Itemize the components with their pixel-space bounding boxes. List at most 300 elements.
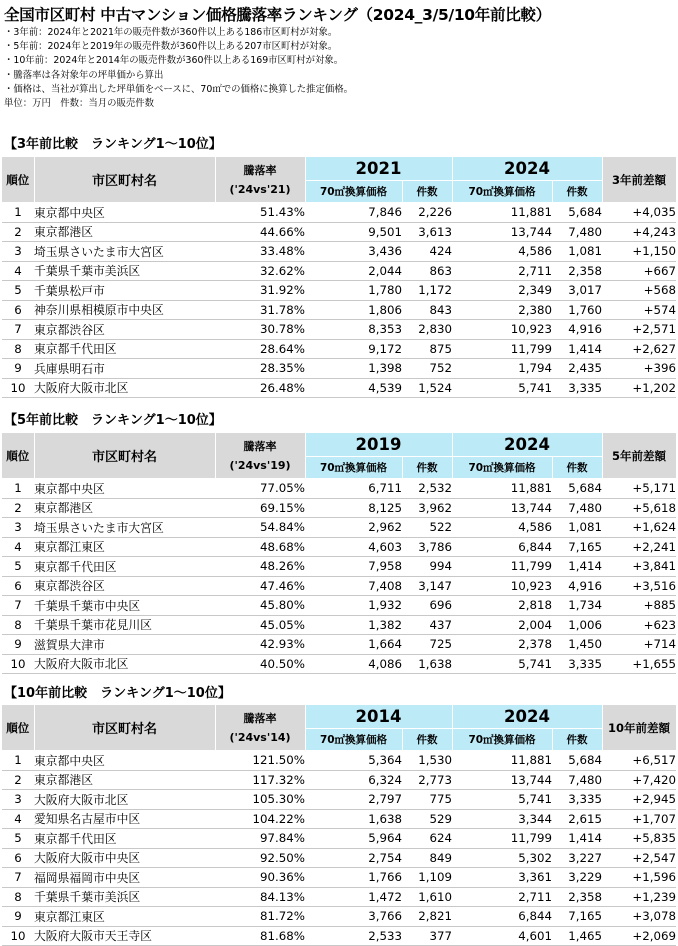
cell-price-a: 1,398	[305, 359, 402, 379]
header-diff: 5年前差額	[602, 433, 676, 479]
cell-count-b: 7,480	[552, 222, 602, 242]
cell-price-b: 5,302	[452, 848, 552, 868]
cell-name: 東京都中央区	[34, 203, 215, 223]
table-row	[2, 320, 676, 340]
table-row	[2, 615, 676, 635]
cell-count-b: 1,081	[552, 242, 602, 262]
cell-count-b: 1,734	[552, 596, 602, 616]
header-name: 市区町村名	[34, 433, 215, 479]
cell-count-b: 7,480	[552, 770, 602, 790]
note-line: ・3年前：2024年と2021年の販売件数が360件以上ある186市区町村が対象。	[4, 27, 338, 38]
table-row	[2, 557, 676, 577]
cell-price-a: 6,711	[305, 479, 402, 499]
cell-count-a: 1,172	[402, 281, 452, 301]
cell-name: 福岡県福岡市中央区	[34, 868, 215, 888]
cell-price-b: 2,004	[452, 615, 552, 635]
header-rank: 順位	[2, 157, 34, 203]
table-row	[2, 378, 676, 398]
table-row	[2, 926, 676, 946]
cell-rank: 8	[2, 887, 34, 907]
header-count-b: 件数	[552, 729, 602, 751]
cell-rank: 9	[2, 359, 34, 379]
cell-rate: 31.78%	[215, 300, 305, 320]
cell-name: 大阪府大阪市北区	[34, 790, 215, 810]
cell-rank: 6	[2, 300, 34, 320]
cell-price-b: 6,844	[452, 907, 552, 927]
header-price-b: 70㎡換算価格	[452, 457, 552, 479]
cell-count-a: 2,532	[402, 479, 452, 499]
cell-diff: +5,835	[602, 829, 676, 849]
cell-diff: +2,627	[602, 339, 676, 359]
header-year-a: 2021	[305, 157, 452, 181]
table-row	[2, 281, 676, 301]
cell-rate: 121.50%	[215, 751, 305, 771]
cell-rank: 3	[2, 518, 34, 538]
cell-count-b: 5,684	[552, 479, 602, 499]
cell-price-b: 4,586	[452, 518, 552, 538]
cell-rank: 7	[2, 596, 34, 616]
cell-name: 滋賀県大津市	[34, 635, 215, 655]
cell-count-a: 529	[402, 809, 452, 829]
cell-count-b: 1,414	[552, 557, 602, 577]
cell-price-a: 1,664	[305, 635, 402, 655]
cell-price-a: 7,408	[305, 576, 402, 596]
header-price-a: 70㎡換算価格	[305, 729, 402, 751]
header-rank: 順位	[2, 705, 34, 751]
cell-rate: 69.15%	[215, 498, 305, 518]
header-rate-sub: ('24vs'21)	[229, 182, 291, 196]
cell-diff: +2,571	[602, 320, 676, 340]
cell-count-b: 5,684	[552, 751, 602, 771]
cell-rank: 4	[2, 261, 34, 281]
cell-price-a: 2,533	[305, 926, 402, 946]
cell-price-b: 2,380	[452, 300, 552, 320]
cell-count-b: 2,358	[552, 887, 602, 907]
cell-price-a: 7,958	[305, 557, 402, 577]
cell-diff: +4,243	[602, 222, 676, 242]
cell-count-a: 863	[402, 261, 452, 281]
cell-rank: 5	[2, 829, 34, 849]
cell-name: 東京都港区	[34, 770, 215, 790]
cell-rate: 92.50%	[215, 848, 305, 868]
cell-diff: +568	[602, 281, 676, 301]
cell-price-a: 5,364	[305, 751, 402, 771]
cell-rate: 47.46%	[215, 576, 305, 596]
ranking-table-3yr	[2, 157, 677, 398]
cell-price-a: 2,962	[305, 518, 402, 538]
cell-count-b: 7,165	[552, 907, 602, 927]
header-count-a: 件数	[402, 729, 452, 751]
page-title: 全国市区町村 中古マンション価格騰落率ランキング（2024_3/5/10年前比較）	[4, 6, 551, 24]
cell-count-b: 7,165	[552, 537, 602, 557]
cell-rank: 8	[2, 339, 34, 359]
cell-rate: 42.93%	[215, 635, 305, 655]
cell-rate: 90.36%	[215, 868, 305, 888]
cell-rate: 84.13%	[215, 887, 305, 907]
cell-count-a: 1,524	[402, 378, 452, 398]
cell-count-a: 1,610	[402, 887, 452, 907]
cell-rank: 9	[2, 635, 34, 655]
cell-rate: 28.64%	[215, 339, 305, 359]
cell-rate: 105.30%	[215, 790, 305, 810]
header-rate-sub: ('24vs'14)	[229, 730, 291, 744]
cell-price-b: 5,741	[452, 790, 552, 810]
table-row	[2, 242, 676, 262]
cell-diff: +2,945	[602, 790, 676, 810]
table-row	[2, 203, 676, 223]
cell-count-b: 3,227	[552, 848, 602, 868]
table-row	[2, 359, 676, 379]
notes	[4, 26, 353, 111]
table-row	[2, 848, 676, 868]
cell-rate: 54.84%	[215, 518, 305, 538]
cell-diff: +1,624	[602, 518, 676, 538]
cell-rank: 3	[2, 790, 34, 810]
cell-diff: +1,596	[602, 868, 676, 888]
cell-diff: +3,078	[602, 907, 676, 927]
cell-rank: 2	[2, 222, 34, 242]
header-price-a: 70㎡換算価格	[305, 181, 402, 203]
cell-diff: +5,618	[602, 498, 676, 518]
table-row	[2, 479, 676, 499]
cell-price-a: 9,172	[305, 339, 402, 359]
table-row	[2, 887, 676, 907]
cell-rank: 1	[2, 203, 34, 223]
cell-price-a: 1,382	[305, 615, 402, 635]
cell-rank: 2	[2, 770, 34, 790]
table-row	[2, 576, 676, 596]
cell-diff: +2,547	[602, 848, 676, 868]
cell-name: 東京都港区	[34, 498, 215, 518]
cell-rate: 81.68%	[215, 926, 305, 946]
cell-diff: +1,239	[602, 887, 676, 907]
cell-price-a: 2,797	[305, 790, 402, 810]
note-line: 単位：万円 件数：当月の販売件数	[4, 98, 155, 110]
table-row	[2, 770, 676, 790]
cell-rate: 97.84%	[215, 829, 305, 849]
cell-count-a: 725	[402, 635, 452, 655]
table-row	[2, 300, 676, 320]
cell-price-a: 9,501	[305, 222, 402, 242]
cell-count-a: 624	[402, 829, 452, 849]
cell-name: 千葉県千葉市花見川区	[34, 615, 215, 635]
cell-rank: 5	[2, 557, 34, 577]
cell-rate: 81.72%	[215, 907, 305, 927]
cell-price-b: 11,881	[452, 751, 552, 771]
cell-count-b: 2,615	[552, 809, 602, 829]
cell-diff: +667	[602, 261, 676, 281]
cell-price-b: 2,711	[452, 261, 552, 281]
cell-count-a: 2,226	[402, 203, 452, 223]
header-rate	[215, 157, 305, 203]
cell-price-a: 1,780	[305, 281, 402, 301]
cell-price-b: 13,744	[452, 770, 552, 790]
cell-price-b: 13,744	[452, 498, 552, 518]
table-row	[2, 635, 676, 655]
cell-price-a: 4,603	[305, 537, 402, 557]
cell-rank: 9	[2, 907, 34, 927]
cell-count-b: 1,760	[552, 300, 602, 320]
cell-count-b: 5,684	[552, 203, 602, 223]
header-rank: 順位	[2, 433, 34, 479]
cell-price-b: 3,361	[452, 868, 552, 888]
header-count-b: 件数	[552, 457, 602, 479]
cell-rank: 6	[2, 848, 34, 868]
cell-price-a: 1,806	[305, 300, 402, 320]
cell-price-a: 2,754	[305, 848, 402, 868]
cell-count-a: 3,613	[402, 222, 452, 242]
cell-rate: 45.80%	[215, 596, 305, 616]
cell-price-b: 11,799	[452, 557, 552, 577]
cell-diff: +885	[602, 596, 676, 616]
header-name: 市区町村名	[34, 157, 215, 203]
header-diff: 10年前差額	[602, 705, 676, 751]
cell-price-b: 6,844	[452, 537, 552, 557]
table-row	[2, 537, 676, 557]
cell-price-a: 1,766	[305, 868, 402, 888]
cell-rate: 26.48%	[215, 378, 305, 398]
cell-price-a: 4,086	[305, 654, 402, 674]
cell-price-b: 2,711	[452, 887, 552, 907]
header-year-a: 2019	[305, 433, 452, 457]
cell-count-a: 843	[402, 300, 452, 320]
cell-rate: 31.92%	[215, 281, 305, 301]
cell-count-a: 424	[402, 242, 452, 262]
cell-diff: +396	[602, 359, 676, 379]
header-rate	[215, 705, 305, 751]
header-year-b: 2024	[452, 157, 602, 181]
cell-price-a: 3,766	[305, 907, 402, 927]
cell-rate: 45.05%	[215, 615, 305, 635]
cell-diff: +1,655	[602, 654, 676, 674]
cell-rank: 10	[2, 378, 34, 398]
cell-rate: 48.68%	[215, 537, 305, 557]
cell-count-b: 2,358	[552, 261, 602, 281]
cell-price-a: 8,353	[305, 320, 402, 340]
ranking-table-10yr	[2, 705, 677, 946]
cell-count-b: 3,335	[552, 790, 602, 810]
cell-count-b: 3,017	[552, 281, 602, 301]
cell-price-a: 1,638	[305, 809, 402, 829]
header-year-a: 2014	[305, 705, 452, 729]
table-row	[2, 518, 676, 538]
cell-diff: +623	[602, 615, 676, 635]
cell-count-a: 1,638	[402, 654, 452, 674]
cell-rank: 2	[2, 498, 34, 518]
cell-rate: 40.50%	[215, 654, 305, 674]
cell-name: 東京都渋谷区	[34, 320, 215, 340]
cell-rank: 4	[2, 537, 34, 557]
note-line: ・5年前：2024年と2019年の販売件数が360件以上ある207市区町村が対象。	[4, 41, 338, 53]
cell-price-b: 1,794	[452, 359, 552, 379]
cell-name: 東京都江東区	[34, 907, 215, 927]
cell-rate: 44.66%	[215, 222, 305, 242]
cell-count-a: 3,147	[402, 576, 452, 596]
cell-rank: 4	[2, 809, 34, 829]
cell-name: 愛知県名古屋市中区	[34, 809, 215, 829]
header-year-b: 2024	[452, 705, 602, 729]
header-rate-label: 騰落率	[243, 711, 277, 725]
cell-count-a: 775	[402, 790, 452, 810]
cell-rank: 10	[2, 654, 34, 674]
table-row	[2, 222, 676, 242]
table-row	[2, 809, 676, 829]
cell-count-b: 1,414	[552, 829, 602, 849]
cell-count-b: 4,916	[552, 576, 602, 596]
cell-count-a: 849	[402, 848, 452, 868]
cell-rate: 28.35%	[215, 359, 305, 379]
table-row	[2, 596, 676, 616]
cell-count-b: 1,414	[552, 339, 602, 359]
cell-price-a: 1,472	[305, 887, 402, 907]
note-line: ・価格は、当社が算出した坪単価をベースに、70㎡での価格に換算した推定価格。	[4, 83, 353, 95]
table-row	[2, 829, 676, 849]
header-count-b: 件数	[552, 181, 602, 203]
cell-price-b: 2,349	[452, 281, 552, 301]
cell-rate: 117.32%	[215, 770, 305, 790]
cell-price-a: 1,932	[305, 596, 402, 616]
cell-price-b: 5,741	[452, 654, 552, 674]
cell-count-a: 1,530	[402, 751, 452, 771]
cell-diff: +5,171	[602, 479, 676, 499]
cell-name: 大阪府大阪市北区	[34, 654, 215, 674]
section-title-10yr: 【10年前比較 ランキング1～10位】	[4, 686, 231, 701]
cell-price-b: 11,799	[452, 829, 552, 849]
section-title-3yr: 【3年前比較 ランキング1～10位】	[4, 137, 222, 152]
cell-name: 東京都港区	[34, 222, 215, 242]
cell-diff: +1,202	[602, 378, 676, 398]
table-row	[2, 751, 676, 771]
cell-count-b: 3,229	[552, 868, 602, 888]
table-row	[2, 261, 676, 281]
cell-name: 神奈川県相模原市中央区	[34, 300, 215, 320]
cell-count-a: 2,821	[402, 907, 452, 927]
table-row	[2, 790, 676, 810]
header-price-b: 70㎡換算価格	[452, 729, 552, 751]
header-price-a: 70㎡換算価格	[305, 457, 402, 479]
cell-price-b: 2,818	[452, 596, 552, 616]
cell-rank: 1	[2, 479, 34, 499]
section-title-5yr: 【5年前比較 ランキング1～10位】	[4, 413, 222, 428]
cell-price-b: 4,601	[452, 926, 552, 946]
cell-count-a: 522	[402, 518, 452, 538]
cell-count-b: 1,465	[552, 926, 602, 946]
ranking-table-5yr	[2, 433, 677, 674]
cell-count-a: 752	[402, 359, 452, 379]
cell-name: 大阪府大阪市北区	[34, 378, 215, 398]
cell-name: 東京都千代田区	[34, 557, 215, 577]
cell-price-a: 8,125	[305, 498, 402, 518]
cell-rate: 77.05%	[215, 479, 305, 499]
cell-price-b: 11,799	[452, 339, 552, 359]
cell-diff: +714	[602, 635, 676, 655]
cell-rate: 51.43%	[215, 203, 305, 223]
table-row	[2, 498, 676, 518]
cell-name: 東京都江東区	[34, 537, 215, 557]
cell-name: 東京都中央区	[34, 479, 215, 499]
cell-price-a: 5,964	[305, 829, 402, 849]
cell-count-a: 3,962	[402, 498, 452, 518]
cell-rank: 6	[2, 576, 34, 596]
header-rate-label: 騰落率	[243, 439, 277, 453]
cell-price-a: 3,436	[305, 242, 402, 262]
cell-diff: +2,241	[602, 537, 676, 557]
cell-rate: 48.26%	[215, 557, 305, 577]
cell-diff: +7,420	[602, 770, 676, 790]
cell-rate: 104.22%	[215, 809, 305, 829]
cell-name: 大阪府大阪市天王寺区	[34, 926, 215, 946]
cell-count-b: 2,435	[552, 359, 602, 379]
cell-count-a: 2,773	[402, 770, 452, 790]
cell-price-b: 10,923	[452, 320, 552, 340]
cell-price-a: 4,539	[305, 378, 402, 398]
header-price-b: 70㎡換算価格	[452, 181, 552, 203]
cell-price-b: 13,744	[452, 222, 552, 242]
cell-name: 千葉県千葉市美浜区	[34, 261, 215, 281]
cell-name: 東京都千代田区	[34, 339, 215, 359]
note-line: ・騰落率は各対象年の坪単価から算出	[4, 69, 164, 81]
cell-rank: 5	[2, 281, 34, 301]
header-count-a: 件数	[402, 457, 452, 479]
cell-name: 大阪府大阪市中央区	[34, 848, 215, 868]
cell-name: 埼玉県さいたま市大宮区	[34, 518, 215, 538]
cell-name: 埼玉県さいたま市大宮区	[34, 242, 215, 262]
cell-diff: +4,035	[602, 203, 676, 223]
note-line: ・10年前：2024年と2014年の販売件数が360件以上ある169市区町村が対象。	[4, 55, 344, 67]
cell-diff: +1,150	[602, 242, 676, 262]
cell-diff: +574	[602, 300, 676, 320]
cell-diff: +2,069	[602, 926, 676, 946]
cell-name: 千葉県千葉市中央区	[34, 596, 215, 616]
cell-rank: 7	[2, 320, 34, 340]
cell-price-b: 2,378	[452, 635, 552, 655]
cell-rank: 10	[2, 926, 34, 946]
header-rate	[215, 433, 305, 479]
cell-price-b: 11,881	[452, 479, 552, 499]
cell-price-a: 6,324	[305, 770, 402, 790]
cell-rate: 30.78%	[215, 320, 305, 340]
cell-name: 兵庫県明石市	[34, 359, 215, 379]
cell-name: 東京都渋谷区	[34, 576, 215, 596]
cell-count-a: 437	[402, 615, 452, 635]
cell-diff: +6,517	[602, 751, 676, 771]
cell-name: 東京都中央区	[34, 751, 215, 771]
cell-rank: 3	[2, 242, 34, 262]
header-diff: 3年前差額	[602, 157, 676, 203]
table-row	[2, 339, 676, 359]
cell-count-b: 1,006	[552, 615, 602, 635]
header-name: 市区町村名	[34, 705, 215, 751]
cell-count-b: 3,335	[552, 654, 602, 674]
cell-rank: 1	[2, 751, 34, 771]
cell-price-b: 5,741	[452, 378, 552, 398]
cell-rank: 8	[2, 615, 34, 635]
cell-count-a: 875	[402, 339, 452, 359]
header-count-a: 件数	[402, 181, 452, 203]
cell-count-b: 7,480	[552, 498, 602, 518]
cell-count-a: 2,830	[402, 320, 452, 340]
cell-count-a: 377	[402, 926, 452, 946]
cell-count-b: 4,916	[552, 320, 602, 340]
cell-count-b: 1,081	[552, 518, 602, 538]
cell-rank: 7	[2, 868, 34, 888]
cell-name: 東京都千代田区	[34, 829, 215, 849]
cell-price-a: 7,846	[305, 203, 402, 223]
cell-diff: +3,841	[602, 557, 676, 577]
cell-diff: +3,516	[602, 576, 676, 596]
cell-count-a: 994	[402, 557, 452, 577]
cell-name: 千葉県千葉市美浜区	[34, 887, 215, 907]
